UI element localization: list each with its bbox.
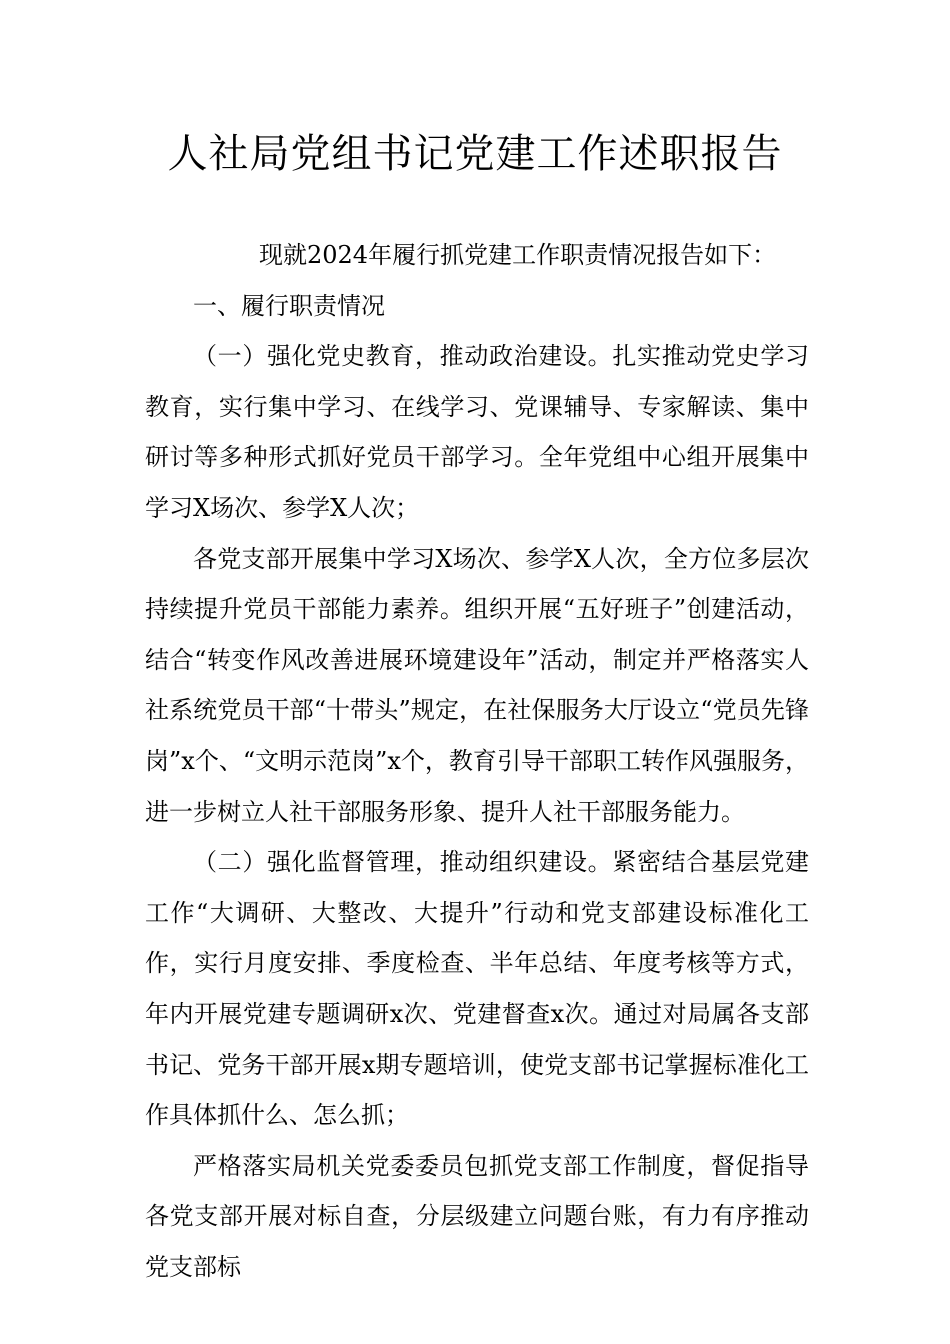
paragraph: 各党支部开展集中学习X场次、参学X人次，全方位多层次持续提升党员干部能力素养。组织开展“五好班子”创建活动，结合“转变作风改善进展环境建设年”活动，制定并严格落实人社系统党员干部“十带头”规定，在社保服务大厅设立“党员先锋岗”x个、“文明示范岗”x个，教育引导干部职工转作风强服务，进一步树立人社干部服务形象、提升人社干部服务能力。 — [145, 544, 809, 826]
paragraph: （二）强化监督管理，推动组织建设。紧密结合基层党建工作“大调研、大整改、大提升”行动和党支部建设标准化工作，实行月度安排、季度检查、半年总结、年度考核等方式，年内开展党建专题调研x次、党建督查x次。通过对局属各支部书记、党务干部开展x期专题培训，使党支部书记掌握标准化工作具体抓什么、怎么抓； — [145, 848, 809, 1130]
document-title: 人社局党组书记党建工作述职报告 — [167, 131, 783, 177]
paragraph: （一）强化党史教育，推动政治建设。扎实推动党史学习教育，实行集中学习、在线学习、党课辅导、专家解读、集中研讨等多种形式抓好党员干部学习。全年党组中心组开展集中学习X场次、参学X人次； — [145, 342, 809, 522]
paragraph-intro: 现就2024年履行抓党建工作职责情况报告如下： — [259, 241, 777, 269]
section-heading: 一、履行职责情况 — [193, 291, 385, 320]
paragraph: 严格落实局机关党委委员包抓党支部工作制度，督促指导各党支部开展对标自查，分层级建立问题台账，有力有序推动党支部标 — [145, 1151, 809, 1281]
document-body — [145, 230, 809, 1292]
